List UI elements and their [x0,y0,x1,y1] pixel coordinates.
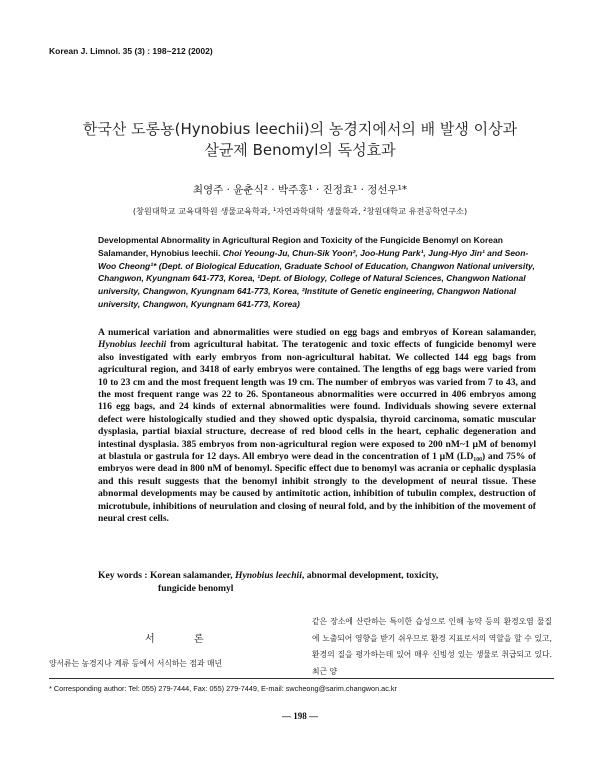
korean-title-line-2: 살균제 Benomyl의 독성효과 [204,141,396,159]
left-column-text: 양서류는 농경지나 계류 등에서 서식하는 점과 매년 [49,659,223,668]
english-title: Developmental Abnormality in Agricultural Region and Toxicity of the Fungicide Benomyl on Korean Salamander, Hynobius leechii. [98,235,503,258]
english-authors-affiliation: Choi Yeoung-Ju, Chun-Sik Yoon², Joo-Hung Park¹, Jung-Hyo Jin¹ and Seon-Woo Cheong¹* (Dept. of Biological Education, Graduate School of Education, Changwon National university, Changwon, Kyungnam 641-773, Korea, ¹Dept. of Biology, College of Natural Sciences, Changwon National university, Changwon, Kyungnam 641-773, Korea, ²Institute of Genetic engineering, Changwon National university, Changwon, Kyungnam 641-773, Korea) [98,247,535,309]
abstract-species: Hynobius leechii [98,339,167,351]
section-heading-introduction: 서 론 [145,634,222,645]
keywords-part-2: , abnormal development, toxicity, [301,570,439,581]
keywords-label: Key words : [98,570,150,581]
abstract [98,327,536,526]
keywords-line-2: fungicide benomyl [158,582,234,594]
corresponding-author-footnote: * Corresponding author: Tel: 055) 279-7444, Fax: 055) 279-7449, E-mail: swcheong@sarim.changwon.ac.kr [49,684,397,693]
abstract-part-1: A numerical variation and abnormalities were studied on egg bags and embryos of Korean salamander, [98,327,536,338]
page-number: — 198 — [282,711,318,721]
journal-citation: Korean J. Limnol. 35 (3) : 198~212 (2002) [49,46,213,56]
korean-affiliation: (창원대학교 교육대학원 생물교육학과, ¹자연과학대학 생물학과, ²창원대학교 유전공학연구소) [132,206,468,216]
english-title-block [98,234,538,311]
korean-title-line-1: 한국산 도롱뇽(Hynobius leechii)의 농경지에서의 배 발생 이상과 [82,120,518,138]
keywords-part-1: Korean salamander, [149,570,235,581]
keywords-species: Hynobius leechii [235,570,302,581]
footnote-divider [49,678,554,679]
abstract-part-2: from agricultural habitat. The teratogenic and toxic effects of fungicide benomyl were also investigated with early embryos from non-agricultural habitat. We collected 144 egg bags from agricultural region, and 3418 of early embryos were contained. The lengths of egg bags were varied from 10 to 23 cm and the most frequent length was 19 cm. The number of embryos was varied from 7 to 43, and the most frequent range was 22 to 26. Spontaneous abnormalities were occurred in 406 embryos among 116 egg bags, and 24 kinds of external abnormalities were found. Individuals showing severe external defect were histologically studied and they showed optic dyspalsia, thyroid carcinoma, somatic muscular dysplasia, partial biaxial structure, decrease of red blood cells in the heart, cephalic degeneration and intestinal dysplasia. 385 embryos from non-agricultural region were exposed to 200 nM~1 μM of benomyl at blastula or gastrula for 12 days. All embryo were dead in the concentration of 1 μM (LD₁₀₀) and 75% of embryos were dead in 800 nM of benomyl. Specific effect due to benomyl was acrania or cephalic dysplasia and this result suggests that the benomyl inhibit strongly to the development of neural tissue. These abnormal developments may be caused by antimitotic action, inhibition of tubulin complex, destruction of microtubule, inhibitions of neurulation and closing of neural fold, and by the inhibition of the movement of neural crest cells. [98,339,536,525]
right-column-text: 같은 장소에 산란하는 특이한 습성으로 인해 농약 등의 환경오염 물질에 노출되어 영향을 받기 쉬우므로 환경 지표로서의 역할을 할 수 있고, 환경의 질을 평가하는데 있어 매우 신빙성 있는 생물로 취급되고 있다. 최근 양 [312,617,552,676]
korean-authors: 최영주 · 윤춘식² · 박주홍¹ · 진정효¹ · 정선우¹* [192,184,408,196]
keywords [98,570,538,595]
